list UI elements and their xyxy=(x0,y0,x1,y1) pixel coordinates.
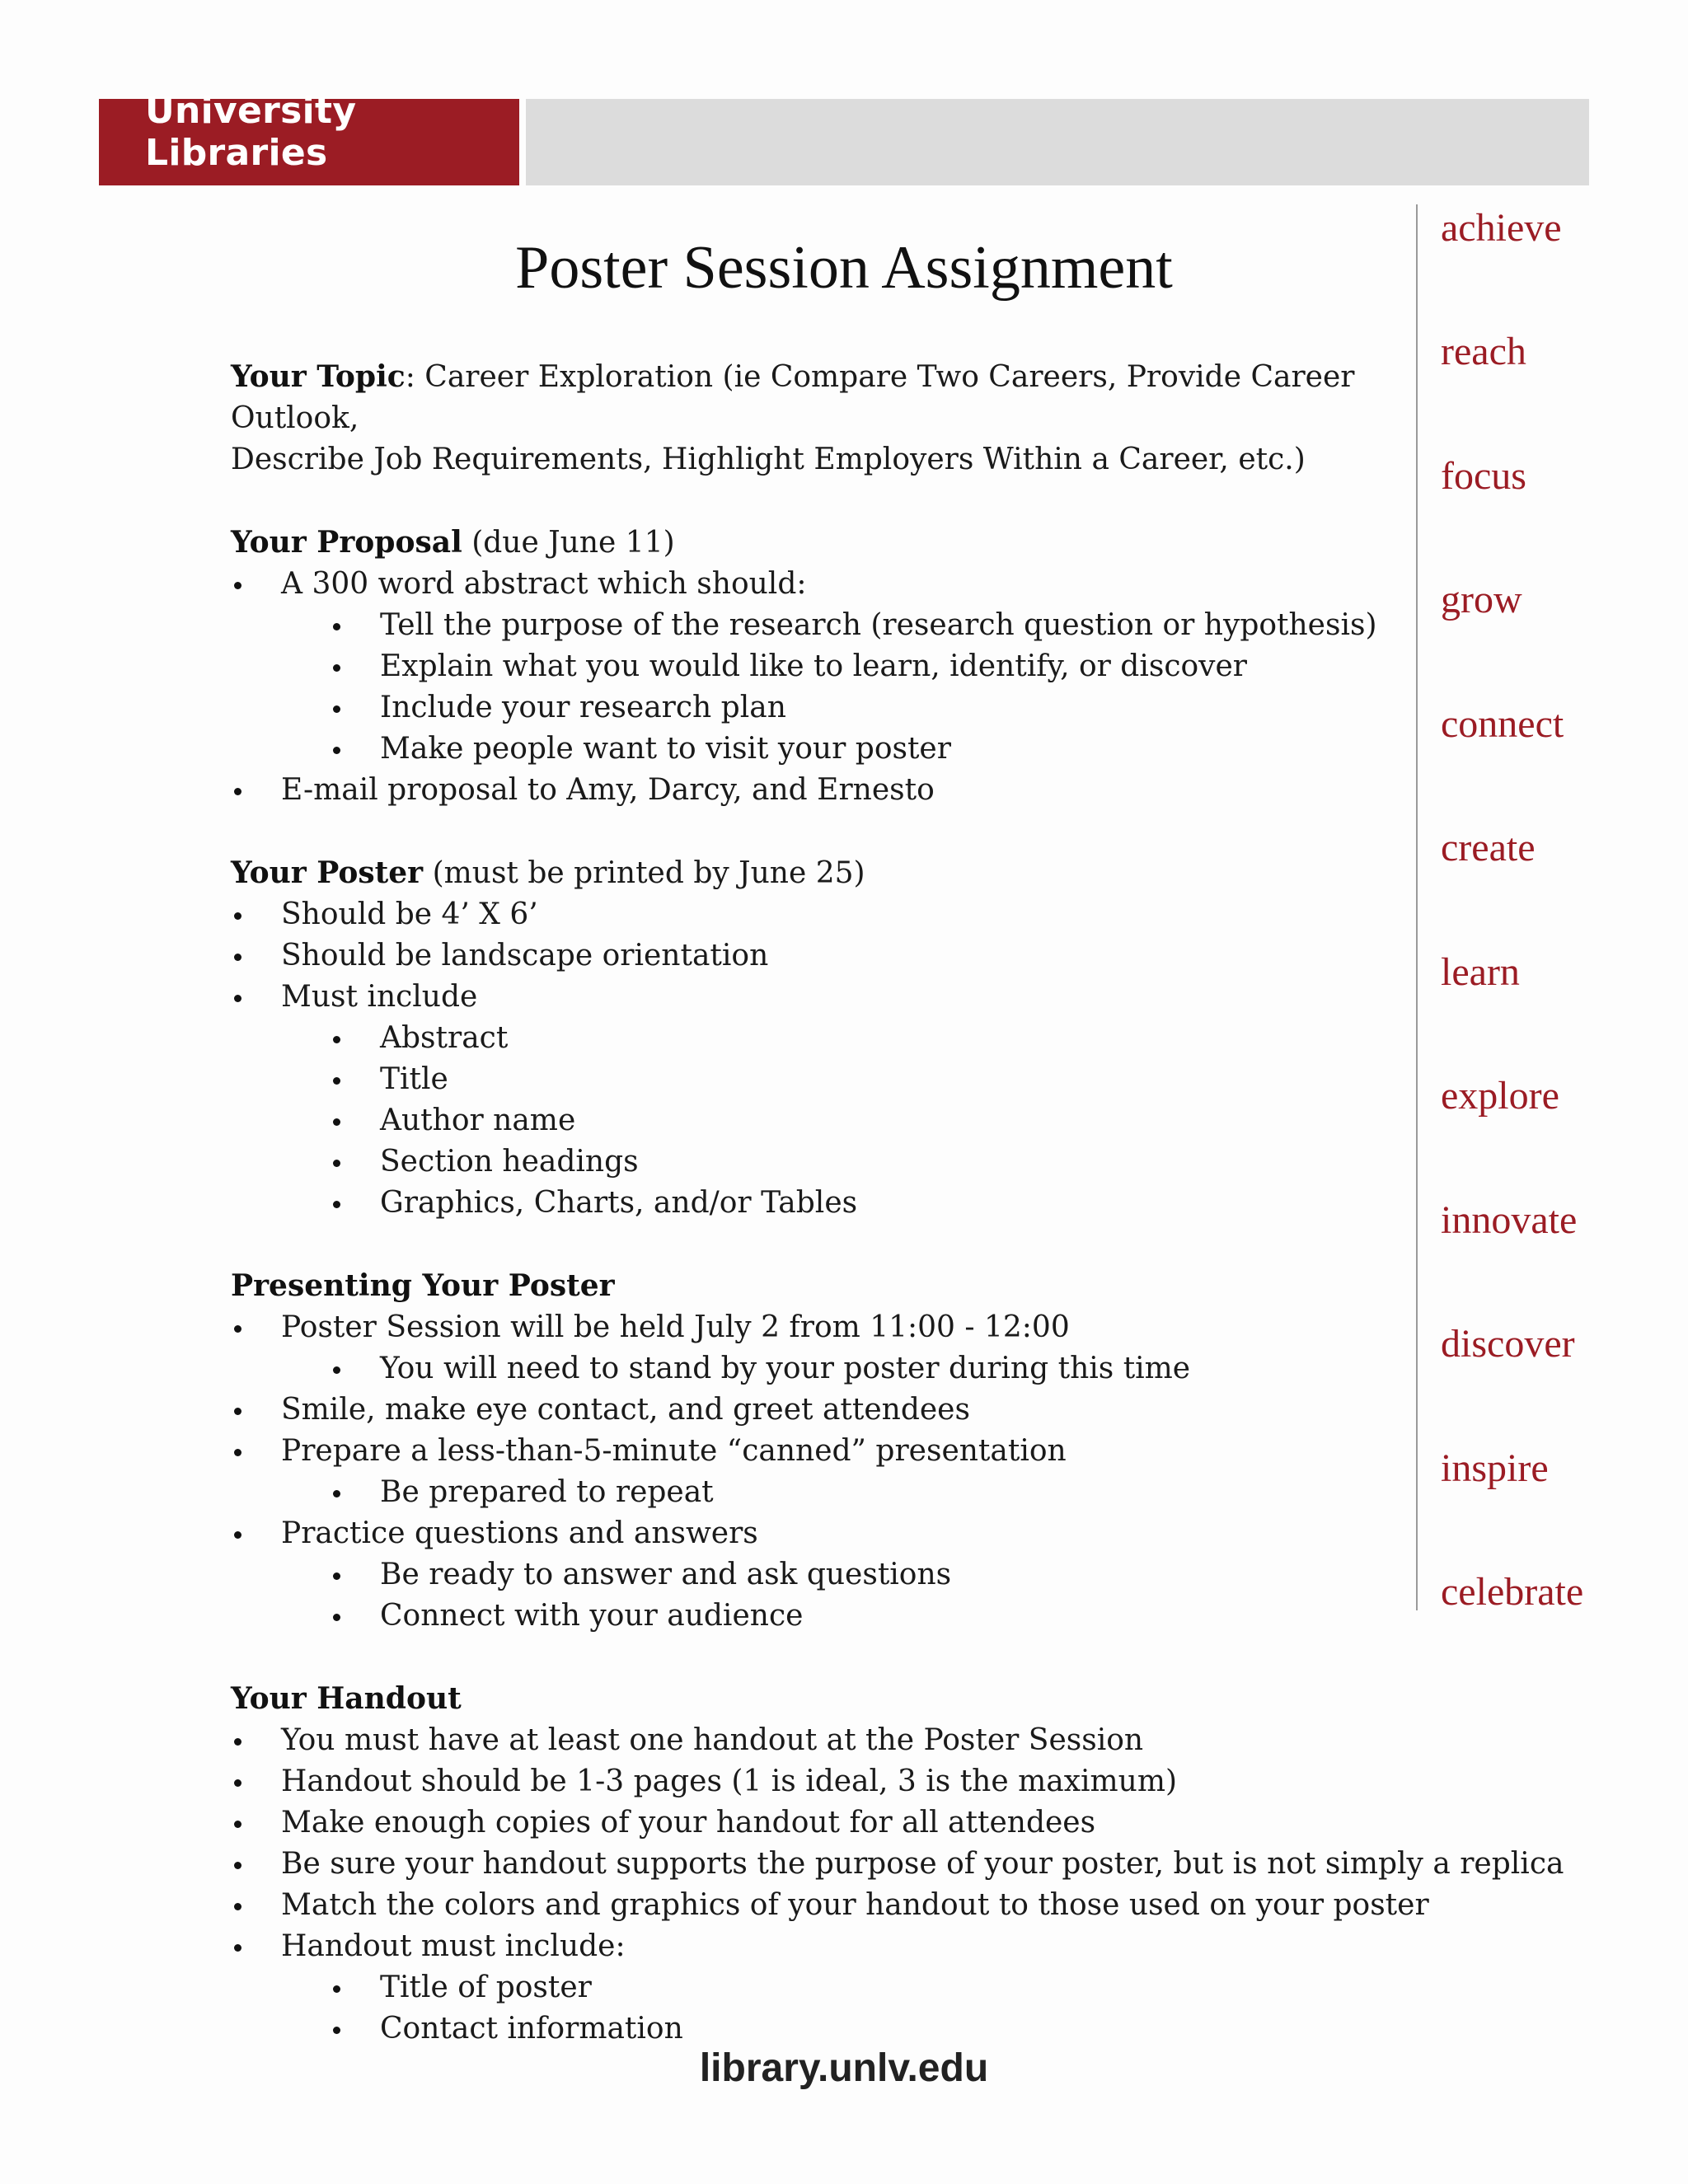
list-item: Handout must include: xyxy=(231,1926,1467,1967)
list-item: Connect with your audience xyxy=(231,1596,1467,1637)
list-item: Explain what you would like to learn, identify, or discover xyxy=(231,646,1467,687)
proposal-sublist xyxy=(231,605,1467,770)
brand-banner xyxy=(99,90,519,185)
sidebar-word: inspire xyxy=(1441,1446,1549,1490)
list-item: You will need to stand by your poster during this time xyxy=(231,1348,1467,1390)
page-title: Poster Session Assignment xyxy=(515,234,1173,302)
list-item: Be sure your handout supports the purpose of your poster, but is not simply a replica xyxy=(231,1844,1467,1885)
list-item: Author name xyxy=(231,1100,1467,1141)
topic-line-2: Describe Job Requirements, Highlight Employers Within a Career, etc.) xyxy=(231,443,1306,476)
header-bar xyxy=(526,99,1589,185)
list-item: Must include xyxy=(231,977,1467,1018)
sidebar-word: discover xyxy=(1441,1322,1575,1366)
sidebar-word: focus xyxy=(1441,454,1526,498)
brand-name: University Libraries xyxy=(145,90,357,174)
list-item: Make people want to visit your poster xyxy=(231,729,1467,770)
sidebar-word: learn xyxy=(1441,950,1520,994)
handout-list xyxy=(231,1720,1564,1967)
list-item: Abstract xyxy=(231,1018,1467,1059)
list-item: Be ready to answer and ask questions xyxy=(231,1554,1467,1596)
list-item: Be prepared to repeat xyxy=(231,1472,1467,1513)
list-item: Should be landscape orientation xyxy=(231,935,1467,977)
list-item: Handout should be 1-3 pages (1 is ideal, 3 is the maximum) xyxy=(231,1761,1467,1802)
list-item: Practice questions and answers xyxy=(231,1513,1467,1554)
proposal-heading: Your Proposal (due June 11) xyxy=(231,525,675,560)
list-item: Title of poster xyxy=(231,1967,1467,2008)
poster-list xyxy=(231,894,1467,1018)
list-item: Include your research plan xyxy=(231,687,1467,729)
handout-heading: Your Handout xyxy=(231,1681,462,1716)
list-item: Prepare a less-than-5-minute “canned” presentation xyxy=(231,1431,1467,1472)
poster-sublist xyxy=(231,1018,1467,1224)
list-item: Should be 4’ X 6’ xyxy=(231,894,1467,935)
footer-url: library.unlv.edu xyxy=(699,2046,989,2090)
topic-line: Your Topic: Career Exploration (ie Compare Two Careers, Provide Career Outlook, xyxy=(231,359,1355,435)
sidebar-word: achieve xyxy=(1441,206,1562,250)
list-item: Tell the purpose of the research (research question or hypothesis) xyxy=(231,605,1467,646)
sidebar-word: innovate xyxy=(1441,1198,1578,1242)
list-item: Smile, make eye contact, and greet attendees xyxy=(231,1390,1467,1431)
sidebar-word: reach xyxy=(1441,330,1526,373)
list-item: Graphics, Charts, and/or Tables xyxy=(231,1183,1467,1224)
list-item: E-mail proposal to Amy, Darcy, and Ernesto xyxy=(231,770,1467,811)
handout-sublist xyxy=(231,1967,1467,2050)
list-item: Title xyxy=(231,1059,1467,1100)
proposal-list xyxy=(231,564,1467,605)
sidebar-word: celebrate xyxy=(1441,1570,1584,1614)
presenting-heading: Presenting Your Poster xyxy=(231,1268,615,1303)
list-item: Contact information xyxy=(231,2008,1467,2050)
list-item: Section headings xyxy=(231,1141,1467,1183)
sidebar-word: connect xyxy=(1441,702,1564,746)
list-item: You must have at least one handout at the Poster Session xyxy=(231,1720,1467,1761)
list-item: Match the colors and graphics of your handout to those used on your poster xyxy=(231,1885,1467,1926)
list-item: Make enough copies of your handout for all attendees xyxy=(231,1802,1467,1844)
sidebar-word: create xyxy=(1441,826,1536,869)
list-item: Poster Session will be held July 2 from 11:00 - 12:00 xyxy=(231,1307,1467,1348)
poster-heading: Your Poster (must be printed by June 25) xyxy=(231,855,865,890)
list-item: A 300 word abstract which should: xyxy=(231,564,1467,605)
sidebar-word: explore xyxy=(1441,1074,1559,1118)
topic-label: Your Topic xyxy=(231,359,406,394)
sidebar-word: grow xyxy=(1441,578,1522,621)
